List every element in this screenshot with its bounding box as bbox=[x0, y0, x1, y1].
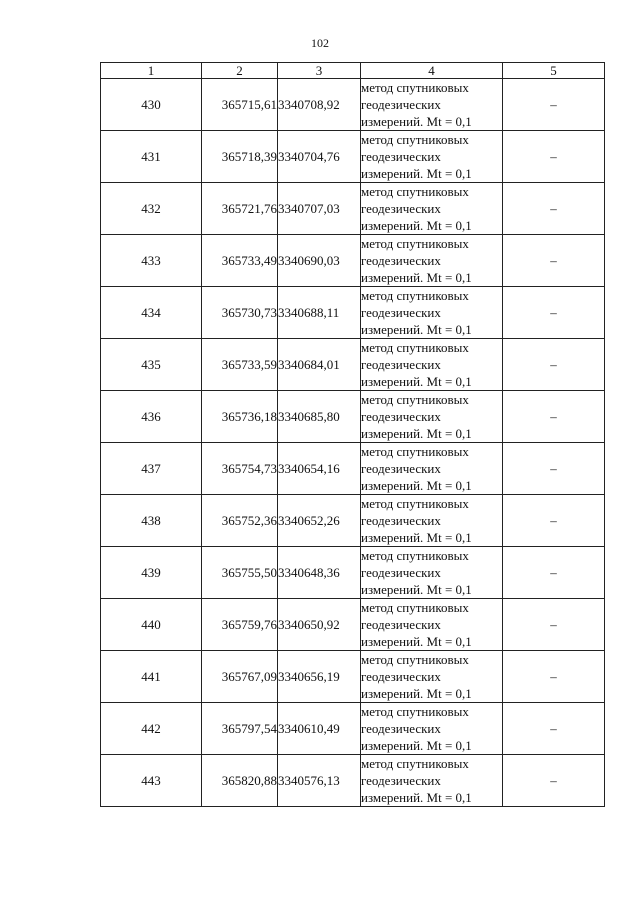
point-number-cell: 434 bbox=[101, 287, 202, 339]
method-line: метод спутниковых bbox=[361, 704, 469, 719]
column-header-4: 4 bbox=[361, 63, 503, 79]
note-cell: – bbox=[503, 495, 605, 547]
method-line: геодезических bbox=[361, 565, 441, 580]
note-cell: – bbox=[503, 651, 605, 703]
y-coordinate-cell: 3340708,92 bbox=[278, 79, 361, 131]
method-line: геодезических bbox=[361, 97, 441, 112]
page-number: 102 bbox=[311, 36, 329, 50]
point-number-cell: 437 bbox=[101, 443, 202, 495]
method-line: метод спутниковых bbox=[361, 80, 469, 95]
method-line: метод спутниковых bbox=[361, 184, 469, 199]
column-header-1: 1 bbox=[101, 63, 202, 79]
x-coordinate-cell: 365733,59 bbox=[202, 339, 278, 391]
method-cell bbox=[361, 443, 503, 495]
method-line: метод спутниковых bbox=[361, 340, 469, 355]
table-body bbox=[101, 79, 605, 807]
method-line: метод спутниковых bbox=[361, 444, 469, 459]
method-cell bbox=[361, 339, 503, 391]
note-cell: – bbox=[503, 287, 605, 339]
point-number-cell: 439 bbox=[101, 547, 202, 599]
table-row bbox=[101, 755, 605, 807]
point-number-cell: 432 bbox=[101, 183, 202, 235]
point-number-cell: 430 bbox=[101, 79, 202, 131]
x-coordinate-cell: 365733,49 bbox=[202, 235, 278, 287]
point-number-cell: 433 bbox=[101, 235, 202, 287]
table-row bbox=[101, 443, 605, 495]
y-coordinate-cell: 3340576,13 bbox=[278, 755, 361, 807]
method-line: измерений. Mt = 0,1 bbox=[361, 790, 472, 805]
method-line: геодезических bbox=[361, 669, 441, 684]
method-line: геодезических bbox=[361, 253, 441, 268]
note-cell: – bbox=[503, 235, 605, 287]
method-cell bbox=[361, 391, 503, 443]
x-coordinate-cell: 365797,54 bbox=[202, 703, 278, 755]
coordinates-table bbox=[100, 62, 605, 807]
method-cell bbox=[361, 651, 503, 703]
method-cell bbox=[361, 287, 503, 339]
method-cell bbox=[361, 131, 503, 183]
method-cell bbox=[361, 235, 503, 287]
column-header-3: 3 bbox=[278, 63, 361, 79]
y-coordinate-cell: 3340648,36 bbox=[278, 547, 361, 599]
method-line: метод спутниковых bbox=[361, 756, 469, 771]
y-coordinate-cell: 3340685,80 bbox=[278, 391, 361, 443]
x-coordinate-cell: 365730,73 bbox=[202, 287, 278, 339]
method-line: геодезических bbox=[361, 773, 441, 788]
method-line: геодезических bbox=[361, 513, 441, 528]
point-number-cell: 441 bbox=[101, 651, 202, 703]
method-line: метод спутниковых bbox=[361, 236, 469, 251]
method-line: метод спутниковых bbox=[361, 600, 469, 615]
method-cell bbox=[361, 183, 503, 235]
method-cell bbox=[361, 755, 503, 807]
method-cell bbox=[361, 79, 503, 131]
x-coordinate-cell: 365721,76 bbox=[202, 183, 278, 235]
note-cell: – bbox=[503, 79, 605, 131]
y-coordinate-cell: 3340610,49 bbox=[278, 703, 361, 755]
method-line: метод спутниковых bbox=[361, 132, 469, 147]
method-line: измерений. Mt = 0,1 bbox=[361, 322, 472, 337]
y-coordinate-cell: 3340690,03 bbox=[278, 235, 361, 287]
x-coordinate-cell: 365755,50 bbox=[202, 547, 278, 599]
table-row bbox=[101, 287, 605, 339]
x-coordinate-cell: 365767,09 bbox=[202, 651, 278, 703]
method-line: измерений. Mt = 0,1 bbox=[361, 270, 472, 285]
y-coordinate-cell: 3340707,03 bbox=[278, 183, 361, 235]
method-line: метод спутниковых bbox=[361, 496, 469, 511]
method-line: измерений. Mt = 0,1 bbox=[361, 166, 472, 181]
method-line: измерений. Mt = 0,1 bbox=[361, 582, 472, 597]
note-cell: – bbox=[503, 443, 605, 495]
method-line: измерений. Mt = 0,1 bbox=[361, 114, 472, 129]
method-line: геодезических bbox=[361, 461, 441, 476]
y-coordinate-cell: 3340684,01 bbox=[278, 339, 361, 391]
method-cell bbox=[361, 703, 503, 755]
method-line: геодезических bbox=[361, 357, 441, 372]
x-coordinate-cell: 365759,76 bbox=[202, 599, 278, 651]
table-row bbox=[101, 599, 605, 651]
note-cell: – bbox=[503, 183, 605, 235]
method-line: геодезических bbox=[361, 305, 441, 320]
method-line: измерений. Mt = 0,1 bbox=[361, 686, 472, 701]
point-number-cell: 443 bbox=[101, 755, 202, 807]
table-row bbox=[101, 339, 605, 391]
method-line: измерений. Mt = 0,1 bbox=[361, 426, 472, 441]
y-coordinate-cell: 3340652,26 bbox=[278, 495, 361, 547]
y-coordinate-cell: 3340650,92 bbox=[278, 599, 361, 651]
table-row bbox=[101, 651, 605, 703]
x-coordinate-cell: 365715,61 bbox=[202, 79, 278, 131]
method-line: метод спутниковых bbox=[361, 548, 469, 563]
x-coordinate-cell: 365754,73 bbox=[202, 443, 278, 495]
method-line: измерений. Mt = 0,1 bbox=[361, 374, 472, 389]
table-row bbox=[101, 547, 605, 599]
point-number-cell: 436 bbox=[101, 391, 202, 443]
note-cell: – bbox=[503, 703, 605, 755]
y-coordinate-cell: 3340688,11 bbox=[278, 287, 361, 339]
method-line: геодезических bbox=[361, 617, 441, 632]
point-number-cell: 431 bbox=[101, 131, 202, 183]
method-line: геодезических bbox=[361, 721, 441, 736]
y-coordinate-cell: 3340704,76 bbox=[278, 131, 361, 183]
method-cell bbox=[361, 599, 503, 651]
point-number-cell: 442 bbox=[101, 703, 202, 755]
table-row bbox=[101, 391, 605, 443]
method-line: метод спутниковых bbox=[361, 288, 469, 303]
table-row bbox=[101, 235, 605, 287]
note-cell: – bbox=[503, 599, 605, 651]
table-row bbox=[101, 131, 605, 183]
x-coordinate-cell: 365718,39 bbox=[202, 131, 278, 183]
note-cell: – bbox=[503, 755, 605, 807]
method-line: метод спутниковых bbox=[361, 392, 469, 407]
method-line: измерений. Mt = 0,1 bbox=[361, 478, 472, 493]
method-line: измерений. Mt = 0,1 bbox=[361, 634, 472, 649]
method-cell bbox=[361, 495, 503, 547]
note-cell: – bbox=[503, 131, 605, 183]
point-number-cell: 438 bbox=[101, 495, 202, 547]
x-coordinate-cell: 365752,36 bbox=[202, 495, 278, 547]
point-number-cell: 440 bbox=[101, 599, 202, 651]
method-line: измерений. Mt = 0,1 bbox=[361, 738, 472, 753]
method-cell bbox=[361, 547, 503, 599]
method-line: геодезических bbox=[361, 201, 441, 216]
table-row bbox=[101, 183, 605, 235]
note-cell: – bbox=[503, 547, 605, 599]
x-coordinate-cell: 365820,88 bbox=[202, 755, 278, 807]
y-coordinate-cell: 3340654,16 bbox=[278, 443, 361, 495]
table-header-row bbox=[101, 63, 605, 79]
method-line: метод спутниковых bbox=[361, 652, 469, 667]
method-line: геодезических bbox=[361, 149, 441, 164]
column-header-2: 2 bbox=[202, 63, 278, 79]
table-row bbox=[101, 79, 605, 131]
point-number-cell: 435 bbox=[101, 339, 202, 391]
note-cell: – bbox=[503, 391, 605, 443]
method-line: измерений. Mt = 0,1 bbox=[361, 218, 472, 233]
method-line: геодезических bbox=[361, 409, 441, 424]
note-cell: – bbox=[503, 339, 605, 391]
table-row bbox=[101, 703, 605, 755]
table-row bbox=[101, 495, 605, 547]
column-header-5: 5 bbox=[503, 63, 605, 79]
method-line: измерений. Mt = 0,1 bbox=[361, 530, 472, 545]
y-coordinate-cell: 3340656,19 bbox=[278, 651, 361, 703]
x-coordinate-cell: 365736,18 bbox=[202, 391, 278, 443]
